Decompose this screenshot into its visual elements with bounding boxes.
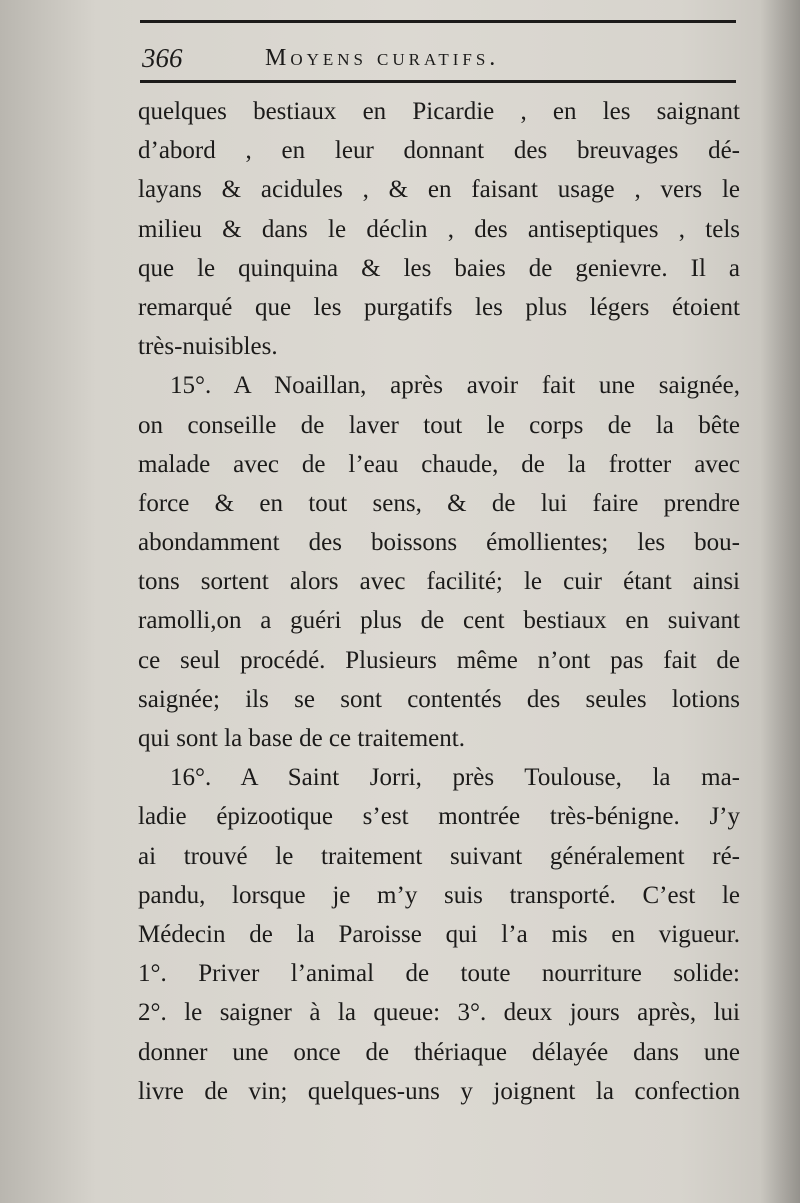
text-line: 1°. Priver l’animal de toute nourriture solide: [138, 960, 740, 988]
text-line: ai trouvé le traitement suivant généralement ré- [138, 842, 740, 870]
text-line: très-nuisibles. [138, 333, 278, 361]
text-line: donner une once de thériaque délayée dans une [138, 1038, 740, 1066]
text-line: ramolli,on a guéri plus de cent bestiaux en suivant [138, 607, 740, 635]
page-edge-shadow [760, 0, 800, 1203]
text-line: malade avec de l’eau chaude, de la frotter avec [138, 450, 740, 478]
text-line: 15°. A Noaillan, après avoir fait une saignée, [170, 372, 740, 400]
text-line: on conseille de laver tout le corps de la bête [138, 411, 740, 439]
text-line: ladie épizootique s’est montrée très-bénigne. J’y [138, 803, 740, 831]
text-line: 16°. A Saint Jorri, près Toulouse, la ma- [170, 764, 740, 792]
text-line: quelques bestiaux en Picardie , en les saignant [138, 98, 740, 125]
text-line: saignée; ils se sont contentés des seules lotions [138, 685, 740, 713]
header-rule-bottom [140, 80, 736, 83]
text-line: livre de vin; quelques-uns y joignent la confection [138, 1077, 740, 1105]
page-header [140, 20, 736, 90]
text-line: 2°. le saigner à la queue: 3°. deux jours après, lui [138, 999, 740, 1027]
header-rule-top [140, 20, 736, 23]
page-number: 366 [142, 43, 183, 73]
text-line: force & en tout sens, & de lui faire prendre [138, 489, 740, 517]
text-line: qui sont la base de ce traitement. [138, 725, 465, 752]
running-head: Moyens curatifs. [265, 45, 500, 71]
text-line: remarqué que les purgatifs les plus légers étoient [138, 293, 740, 321]
text-line: d’abord , en leur donnant des breuvages dé- [138, 137, 740, 165]
body-text [138, 92, 740, 1111]
text-line: que le quinquina & les baies de genievre. Il a [138, 254, 740, 282]
text-line: Médecin de la Paroisse qui l’a mis en vigueur. [138, 920, 740, 948]
text-line: abondamment des boissons émollientes; les bou- [138, 529, 740, 557]
text-line: ce seul procédé. Plusieurs même n’ont pas fait de [138, 646, 740, 674]
text-line: milieu & dans le déclin , des antiseptiques , tels [138, 215, 740, 243]
text-line: pandu, lorsque je m’y suis transporté. C’est le [138, 881, 740, 909]
text-line: layans & acidules , & en faisant usage , vers le [138, 176, 740, 204]
text-line: tons sortent alors avec facilité; le cuir étant ainsi [138, 568, 740, 596]
